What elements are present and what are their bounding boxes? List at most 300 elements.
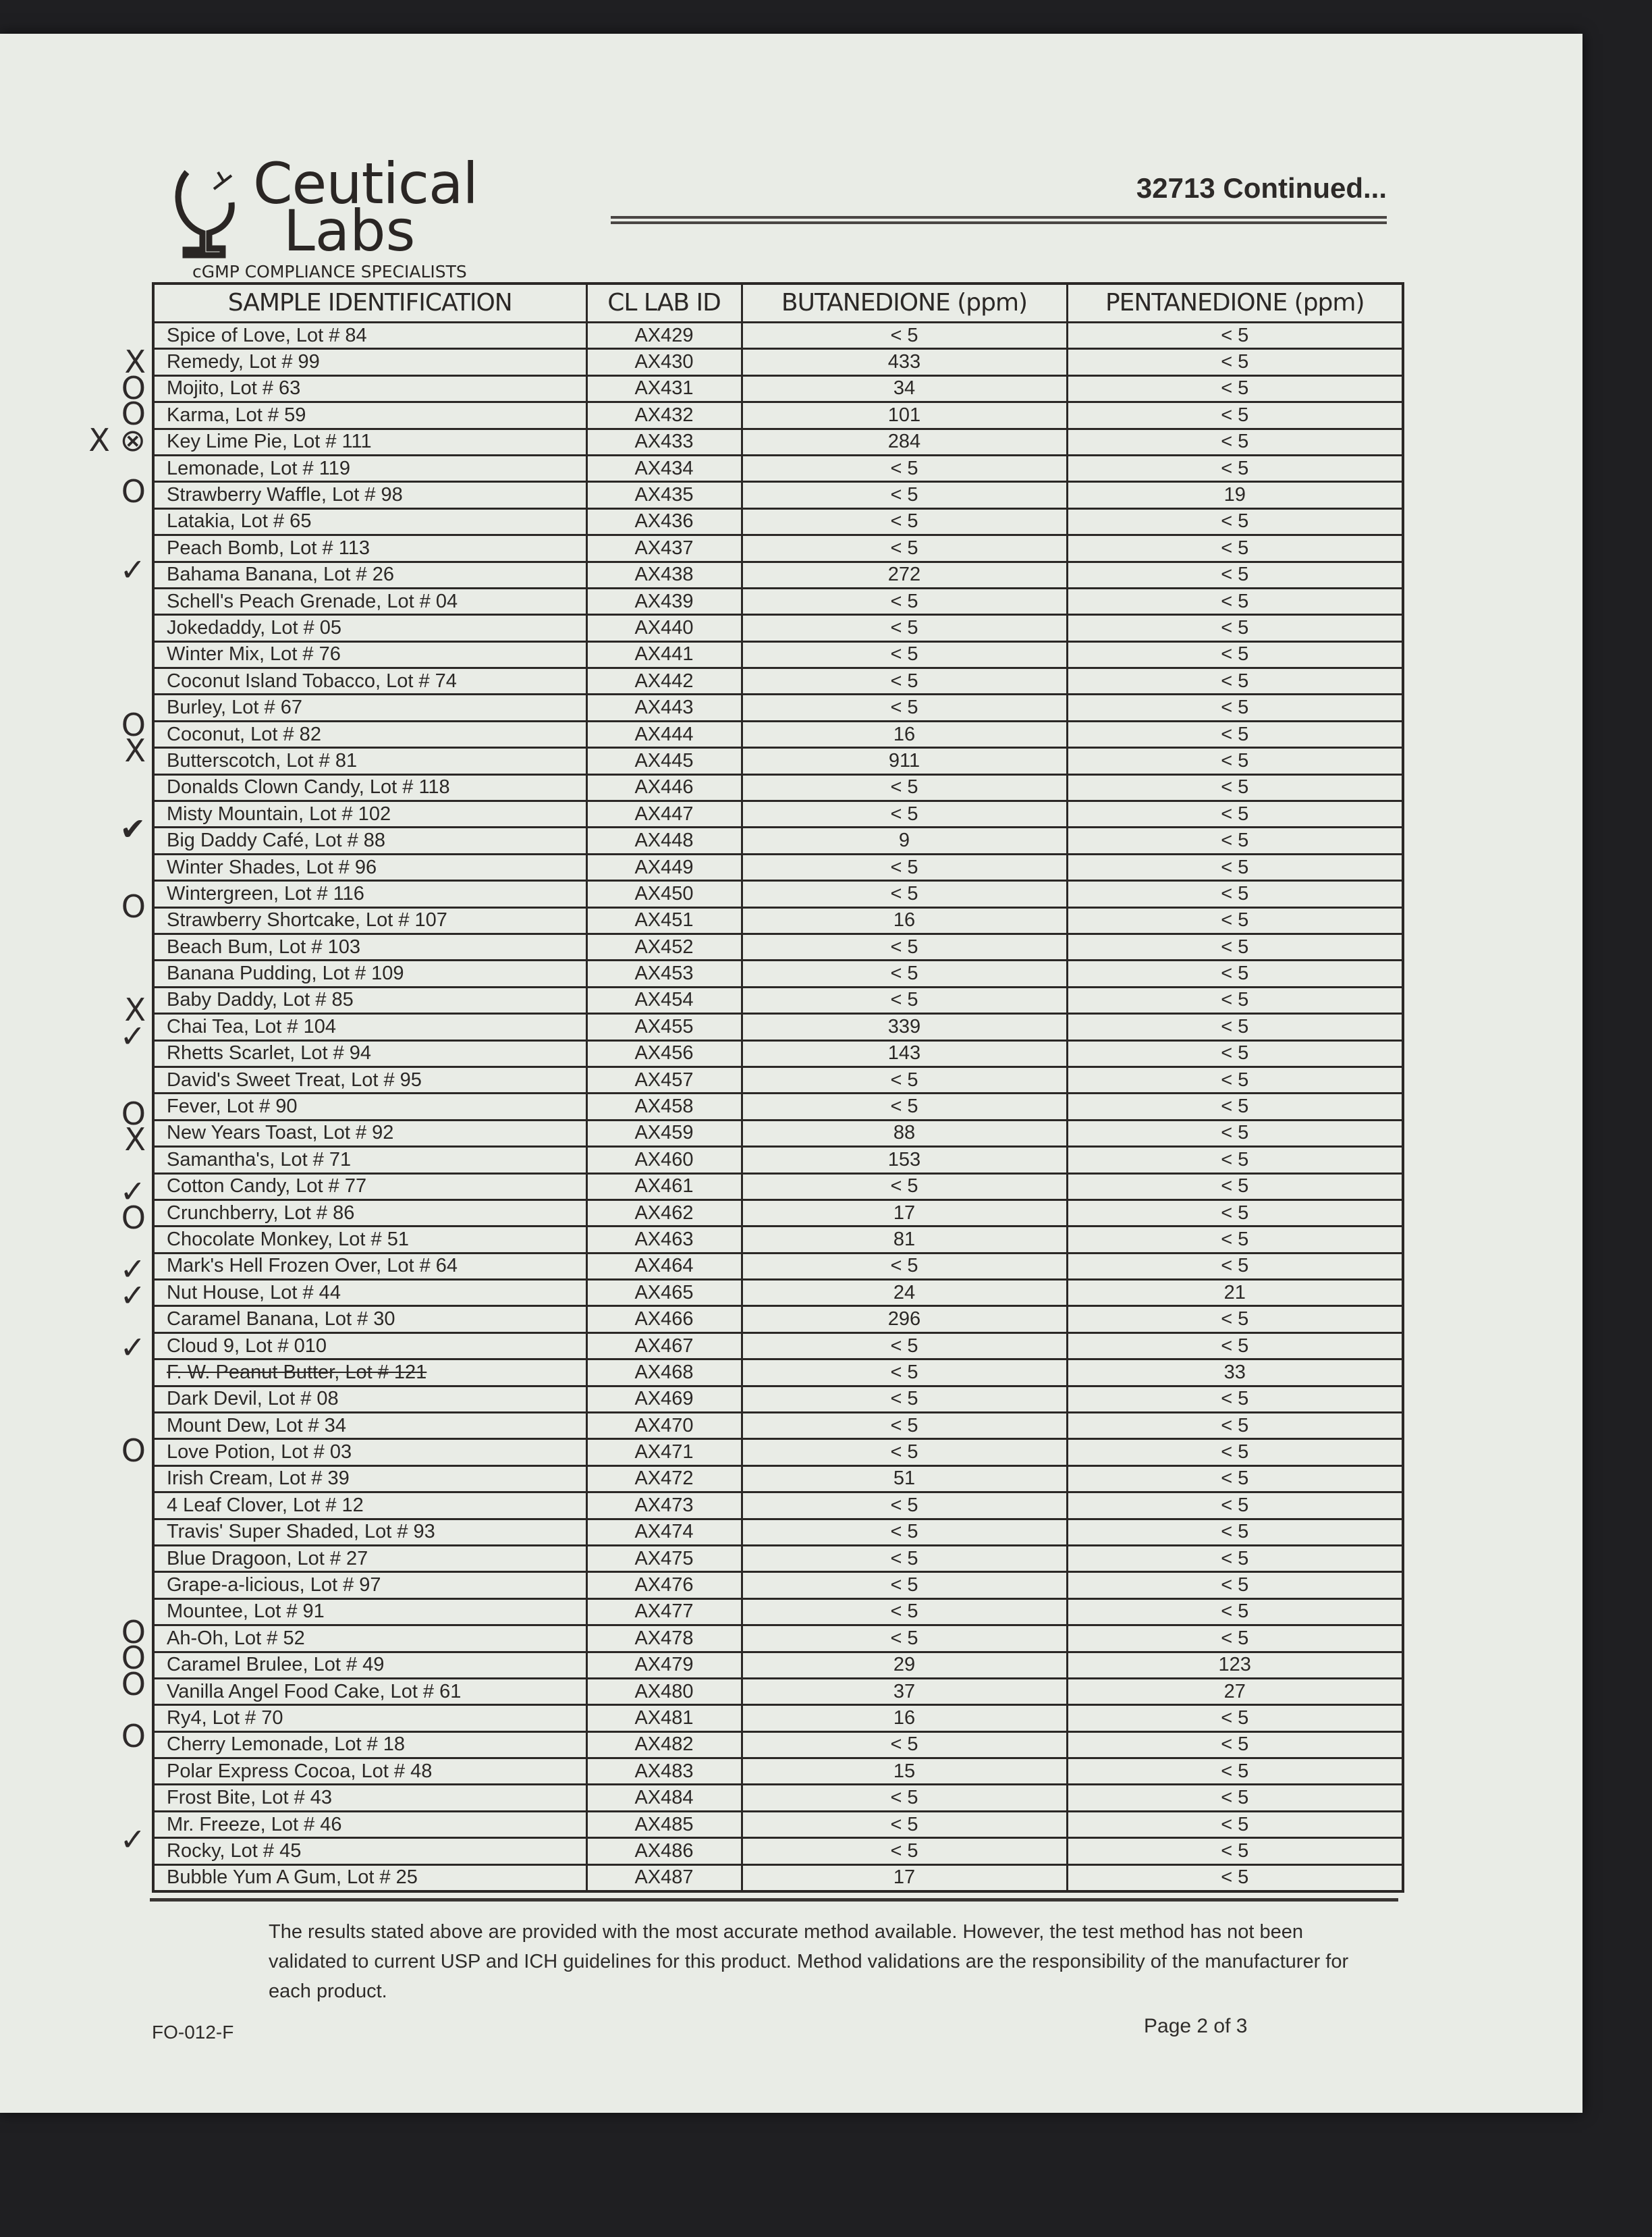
butanedione-cell-text: 88: [893, 1122, 916, 1144]
sample-name-cell: [153, 961, 586, 987]
handwritten-mark: ✓: [119, 1276, 146, 1314]
sample-name-cell-text: Cherry Lemonade, Lot # 18: [167, 1733, 406, 1756]
handwritten-mark: X: [124, 1121, 146, 1158]
lab-id-cell: [586, 1545, 742, 1571]
lab-id-cell: [586, 774, 742, 801]
pentanedione-cell: [1067, 1439, 1403, 1465]
lab-id-cell-text: AX448: [634, 830, 694, 852]
lab-id-cell-text: AX440: [634, 616, 694, 639]
pentanedione-cell-text: < 5: [1221, 1069, 1249, 1091]
pentanedione-cell: [1067, 1120, 1403, 1146]
sample-name-cell-text: Chai Tea, Lot # 104: [167, 1015, 336, 1037]
sample-name-cell-text: Beach Bum, Lot # 103: [167, 936, 360, 958]
butanedione-cell: [742, 1838, 1067, 1864]
table-row: [153, 1492, 1403, 1519]
sample-name-cell: [153, 881, 586, 907]
butanedione-cell-text: < 5: [890, 537, 918, 559]
lab-id-cell-text: AX463: [634, 1228, 694, 1250]
sample-name-cell: [153, 1359, 586, 1386]
butanedione-cell-text: 16: [893, 909, 916, 932]
butanedione-cell-text: < 5: [890, 1069, 918, 1091]
lab-id-cell: [586, 1200, 742, 1226]
lab-id-cell-text: AX450: [634, 882, 694, 905]
sample-name-cell-text: F. W. Peanut Butter, Lot # 121: [167, 1361, 427, 1383]
pentanedione-cell-text: < 5: [1221, 1228, 1249, 1250]
table-row: [153, 748, 1403, 774]
lab-id-cell: [586, 1785, 742, 1811]
butanedione-cell: [742, 1332, 1067, 1359]
results-table: [152, 282, 1404, 1893]
butanedione-cell-text: < 5: [890, 510, 918, 533]
table-row: [153, 854, 1403, 880]
handwritten-mark: ✓: [119, 1328, 146, 1366]
pentanedione-cell: [1067, 482, 1403, 508]
table-row: [153, 1306, 1403, 1332]
sample-name-cell-text: Remedy, Lot # 99: [167, 351, 320, 373]
sample-name-cell-text: Bubble Yum A Gum, Lot # 25: [167, 1866, 418, 1889]
sample-name-cell: [153, 1545, 586, 1571]
butanedione-cell: [742, 1014, 1067, 1040]
sample-name-cell: [153, 1758, 586, 1785]
butanedione-cell: [742, 1306, 1067, 1332]
sample-name-cell: [153, 1386, 586, 1412]
pentanedione-cell-text: < 5: [1221, 909, 1249, 932]
pentanedione-cell: [1067, 1519, 1403, 1545]
sample-name-cell: [153, 1652, 586, 1678]
logo-word-ceutical: Ceutical: [253, 151, 478, 217]
butanedione-cell: [742, 535, 1067, 562]
pentanedione-cell: [1067, 641, 1403, 668]
butanedione-cell: [742, 1253, 1067, 1279]
butanedione-cell: [742, 828, 1067, 854]
table-row: [153, 1731, 1403, 1758]
form-id: FO-012-F: [152, 2022, 234, 2043]
lab-id-cell: [586, 1253, 742, 1279]
pentanedione-cell: [1067, 934, 1403, 960]
table-row: [153, 1413, 1403, 1439]
pentanedione-cell-text: < 5: [1221, 1787, 1249, 1809]
butanedione-cell-text: 15: [893, 1760, 916, 1782]
lab-id-cell-text: AX473: [634, 1494, 694, 1516]
pentanedione-cell-text: 33: [1223, 1361, 1246, 1383]
lab-id-cell: [586, 641, 742, 668]
lab-id-cell: [586, 1758, 742, 1785]
sample-name-cell: [153, 721, 586, 747]
butanedione-cell-text: < 5: [890, 1600, 918, 1623]
butanedione-cell: [742, 1652, 1067, 1678]
pentanedione-cell: [1067, 987, 1403, 1013]
butanedione-cell-text: 29: [893, 1654, 916, 1676]
sample-name-cell: [153, 1598, 586, 1625]
pentanedione-cell-text: < 5: [1221, 1441, 1249, 1463]
handwritten-mark: O: [121, 1199, 146, 1236]
pentanedione-cell-text: < 5: [1221, 670, 1249, 692]
butanedione-cell-text: 433: [887, 351, 921, 373]
pentanedione-cell-text: < 5: [1221, 1096, 1249, 1118]
pentanedione-cell: [1067, 1545, 1403, 1571]
logo-tagline: cGMP COMPLIANCE SPECIALISTS: [192, 262, 467, 281]
pentanedione-cell: [1067, 323, 1403, 349]
pentanedione-cell-text: < 5: [1221, 1148, 1249, 1170]
pentanedione-cell: [1067, 402, 1403, 429]
pentanedione-cell-text: < 5: [1221, 1707, 1249, 1729]
handwritten-mark: O: [121, 707, 146, 743]
lab-id-cell: [586, 1838, 742, 1864]
sample-name-cell: [153, 1625, 586, 1652]
handwritten-mark: O: [121, 1096, 146, 1132]
sample-name-cell-text: Coconut Island Tobacco, Lot # 74: [167, 670, 457, 692]
lab-id-cell-text: AX436: [634, 510, 694, 533]
pentanedione-cell: [1067, 1598, 1403, 1625]
lab-id-cell: [586, 588, 742, 614]
table-row: [153, 1094, 1403, 1120]
butanedione-cell-text: < 5: [890, 643, 918, 666]
sample-name-cell: [153, 1332, 586, 1359]
handwritten-mark: X: [124, 732, 146, 770]
butanedione-cell-text: < 5: [890, 1441, 918, 1463]
lab-id-cell: [586, 1173, 742, 1200]
pentanedione-cell-text: < 5: [1221, 1574, 1249, 1596]
pentanedione-cell: [1067, 1758, 1403, 1785]
butanedione-cell: [742, 721, 1067, 747]
pentanedione-cell-text: < 5: [1221, 1467, 1249, 1490]
lab-id-cell: [586, 562, 742, 588]
pentanedione-cell-text: < 5: [1221, 1122, 1249, 1144]
sample-name-cell-text: Burley, Lot # 67: [167, 697, 302, 719]
butanedione-cell-text: < 5: [890, 1255, 918, 1277]
pentanedione-cell: [1067, 429, 1403, 455]
sample-name-cell-text: Big Daddy Café, Lot # 88: [167, 830, 386, 852]
butanedione-cell-text: < 5: [890, 1839, 918, 1862]
pentanedione-cell: [1067, 562, 1403, 588]
lab-id-cell-text: AX482: [634, 1733, 694, 1756]
lab-id-cell-text: AX475: [634, 1547, 694, 1569]
footer-divider: [150, 1898, 1398, 1902]
lab-id-cell-text: AX478: [634, 1627, 694, 1649]
header-divider: [611, 216, 1387, 224]
lab-id-cell: [586, 1067, 742, 1093]
pentanedione-cell: [1067, 1253, 1403, 1279]
lab-id-cell: [586, 615, 742, 641]
butanedione-cell: [742, 881, 1067, 907]
table-body: [153, 323, 1403, 1892]
table-row: [153, 1545, 1403, 1571]
pentanedione-cell-text: < 5: [1221, 1388, 1249, 1410]
table-row: [153, 508, 1403, 535]
pentanedione-cell-text: < 5: [1221, 1733, 1249, 1756]
butanedione-cell-text: < 5: [890, 1335, 918, 1357]
sample-name-cell: [153, 1572, 586, 1598]
table-row: [153, 588, 1403, 614]
handwritten-mark: O: [121, 1640, 146, 1677]
butanedione-cell: [742, 1439, 1067, 1465]
pentanedione-cell-text: < 5: [1221, 749, 1249, 772]
lab-id-cell-text: AX472: [634, 1467, 694, 1490]
butanedione-cell: [742, 668, 1067, 695]
table-row: [153, 1652, 1403, 1678]
table-row: [153, 1785, 1403, 1811]
pentanedione-cell-text: < 5: [1221, 324, 1249, 346]
table-row: [153, 1758, 1403, 1785]
pentanedione-cell-text: < 5: [1221, 776, 1249, 799]
pentanedione-cell: [1067, 1094, 1403, 1120]
table-row: [153, 1625, 1403, 1652]
butanedione-cell: [742, 1519, 1067, 1545]
table-header-row: [153, 284, 1403, 323]
table-row: [153, 1811, 1403, 1837]
table-row: [153, 1332, 1403, 1359]
sample-name-cell-text: Vanilla Angel Food Cake, Lot # 61: [167, 1680, 462, 1702]
table-row: [153, 455, 1403, 481]
report-continued-label: 32713 Continued...: [1136, 172, 1387, 204]
table-row: [153, 668, 1403, 695]
butanedione-cell-text: < 5: [890, 1414, 918, 1436]
pentanedione-cell-text: < 5: [1221, 1042, 1249, 1064]
butanedione-cell: [742, 323, 1067, 349]
pentanedione-cell-text: < 5: [1221, 616, 1249, 639]
butanedione-cell: [742, 1413, 1067, 1439]
butanedione-cell-text: < 5: [890, 803, 918, 825]
pentanedione-cell-text: < 5: [1221, 723, 1249, 745]
butanedione-cell-text: < 5: [890, 936, 918, 958]
sample-name-cell: [153, 1094, 586, 1120]
handwritten-mark: ✓: [119, 1251, 146, 1288]
sample-name-cell-text: Polar Express Cocoa, Lot # 48: [167, 1760, 433, 1782]
sample-name-cell-text: Spice of Love, Lot # 84: [167, 324, 367, 346]
sample-name-cell: [153, 1253, 586, 1279]
lab-id-cell-text: AX433: [634, 431, 694, 453]
pentanedione-cell-text: < 5: [1221, 643, 1249, 666]
logo-emblem-icon: [172, 169, 253, 260]
butanedione-cell-text: < 5: [890, 963, 918, 985]
lab-id-cell: [586, 375, 742, 402]
butanedione-cell: [742, 987, 1067, 1013]
sample-name-cell-text: Karma, Lot # 59: [167, 404, 306, 426]
lab-id-cell-text: AX474: [634, 1521, 694, 1543]
pentanedione-cell: [1067, 1200, 1403, 1226]
pentanedione-cell-text: < 5: [1221, 830, 1249, 852]
column-header-sample: SAMPLE IDENTIFICATION: [153, 284, 586, 323]
pentanedione-cell-text: < 5: [1221, 1547, 1249, 1569]
lab-id-cell: [586, 1439, 742, 1465]
butanedione-cell-text: 81: [893, 1228, 916, 1250]
pentanedione-cell: [1067, 1705, 1403, 1731]
butanedione-cell: [742, 349, 1067, 375]
butanedione-cell: [742, 375, 1067, 402]
butanedione-cell-text: 24: [893, 1281, 916, 1303]
lab-id-cell-text: AX453: [634, 963, 694, 985]
lab-id-cell-text: AX479: [634, 1654, 694, 1676]
butanedione-cell: [742, 482, 1067, 508]
sample-name-cell: [153, 1280, 586, 1306]
lab-id-cell: [586, 323, 742, 349]
pentanedione-cell-text: < 5: [1221, 1335, 1249, 1357]
pentanedione-cell-text: < 5: [1221, 1175, 1249, 1197]
sample-name-cell: [153, 1731, 586, 1758]
butanedione-cell: [742, 1864, 1067, 1891]
sample-name-cell: [153, 695, 586, 721]
handwritten-mark: O: [121, 396, 146, 433]
lab-id-cell: [586, 1519, 742, 1545]
table-row: [153, 987, 1403, 1013]
sample-name-cell: [153, 828, 586, 854]
lab-id-cell: [586, 1811, 742, 1837]
lab-id-cell: [586, 1332, 742, 1359]
table-row: [153, 375, 1403, 402]
lab-id-cell: [586, 1572, 742, 1598]
table-row: [153, 881, 1403, 907]
butanedione-cell-text: < 5: [890, 1627, 918, 1649]
table-row: [153, 721, 1403, 747]
sample-name-cell: [153, 801, 586, 828]
butanedione-cell-text: < 5: [890, 484, 918, 506]
sample-name-cell: [153, 1306, 586, 1332]
butanedione-cell-text: 153: [887, 1148, 921, 1170]
lab-id-cell-text: AX446: [634, 776, 694, 799]
pentanedione-cell: [1067, 907, 1403, 934]
sample-name-cell: [153, 1439, 586, 1465]
pentanedione-cell-text: < 5: [1221, 1839, 1249, 1862]
lab-id-cell: [586, 1040, 742, 1067]
butanedione-cell-text: < 5: [890, 1361, 918, 1383]
sample-name-cell-text: Ry4, Lot # 70: [167, 1707, 283, 1729]
sample-name-cell-text: Love Potion, Lot # 03: [167, 1441, 352, 1463]
lab-id-cell: [586, 1120, 742, 1146]
lab-id-cell: [586, 987, 742, 1013]
table-row: [153, 1705, 1403, 1731]
pentanedione-cell-text: < 5: [1221, 936, 1249, 958]
sample-name-cell: [153, 349, 586, 375]
handwritten-mark: O: [121, 1665, 146, 1702]
sample-name-cell: [153, 1014, 586, 1040]
sample-name-cell: [153, 429, 586, 455]
lab-id-cell: [586, 1731, 742, 1758]
lab-id-cell: [586, 1386, 742, 1412]
butanedione-cell: [742, 1094, 1067, 1120]
sample-name-cell-text: Schell's Peach Grenade, Lot # 04: [167, 590, 458, 612]
handwritten-mark: O: [121, 1614, 146, 1650]
sample-name-cell: [153, 1492, 586, 1519]
table-row: [153, 1280, 1403, 1306]
lab-id-cell-text: AX465: [634, 1281, 694, 1303]
lab-id-cell: [586, 1705, 742, 1731]
sample-name-cell-text: Dark Devil, Lot # 08: [167, 1388, 339, 1410]
lab-id-cell: [586, 668, 742, 695]
pentanedione-cell: [1067, 1040, 1403, 1067]
table-row: [153, 1572, 1403, 1598]
butanedione-cell: [742, 429, 1067, 455]
company-logo: [172, 151, 523, 284]
lab-id-cell-text: AX441: [634, 643, 694, 666]
pentanedione-cell-text: < 5: [1221, 1414, 1249, 1436]
butanedione-cell: [742, 1545, 1067, 1571]
pentanedione-cell: [1067, 455, 1403, 481]
lab-id-cell: [586, 1359, 742, 1386]
lab-id-cell-text: AX451: [634, 909, 694, 932]
pentanedione-cell-text: < 5: [1221, 1627, 1249, 1649]
handwritten-mark: O: [121, 473, 146, 510]
lab-id-cell-text: AX435: [634, 484, 694, 506]
table-row: [153, 1598, 1403, 1625]
lab-id-cell-text: AX483: [634, 1760, 694, 1782]
lab-id-cell: [586, 1492, 742, 1519]
lab-id-cell: [586, 1147, 742, 1173]
sample-name-cell: [153, 323, 586, 349]
pentanedione-cell-text: < 5: [1221, 564, 1249, 586]
sample-name-cell: [153, 1811, 586, 1837]
butanedione-cell: [742, 1625, 1067, 1652]
lab-id-cell: [586, 1678, 742, 1704]
butanedione-cell: [742, 1785, 1067, 1811]
pentanedione-cell: [1067, 375, 1403, 402]
butanedione-cell: [742, 1678, 1067, 1704]
butanedione-cell: [742, 1280, 1067, 1306]
butanedione-cell: [742, 1572, 1067, 1598]
lab-id-cell-text: AX452: [634, 936, 694, 958]
sample-name-cell-text: Mountee, Lot # 91: [167, 1600, 325, 1623]
lab-id-cell: [586, 1306, 742, 1332]
lab-id-cell-text: AX437: [634, 537, 694, 559]
sample-name-cell-text: New Years Toast, Lot # 92: [167, 1122, 394, 1144]
table-row: [153, 1227, 1403, 1253]
logo-word-labs: Labs: [283, 198, 416, 264]
sample-name-cell: [153, 1227, 586, 1253]
lab-id-cell: [586, 854, 742, 880]
pentanedione-cell: [1067, 588, 1403, 614]
pentanedione-cell-text: < 5: [1221, 1760, 1249, 1782]
lab-id-cell-text: AX467: [634, 1335, 694, 1357]
pentanedione-cell: [1067, 1413, 1403, 1439]
pentanedione-cell-text: < 5: [1221, 404, 1249, 426]
butanedione-cell: [742, 1386, 1067, 1412]
butanedione-cell: [742, 1705, 1067, 1731]
lab-id-cell-text: AX449: [634, 856, 694, 878]
butanedione-cell: [742, 961, 1067, 987]
pentanedione-cell: [1067, 774, 1403, 801]
table-row: [153, 323, 1403, 349]
sample-name-cell-text: 4 Leaf Clover, Lot # 12: [167, 1494, 364, 1516]
lab-id-cell-text: AX447: [634, 803, 694, 825]
pentanedione-cell: [1067, 721, 1403, 747]
lab-id-cell-text: AX481: [634, 1707, 694, 1729]
lab-id-cell: [586, 934, 742, 960]
lab-id-cell: [586, 1652, 742, 1678]
column-header-lab-id: CL LAB ID: [586, 284, 742, 323]
sample-name-cell: [153, 641, 586, 668]
pentanedione-cell: [1067, 961, 1403, 987]
butanedione-cell-text: 34: [893, 377, 916, 400]
table-row: [153, 1864, 1403, 1891]
sample-name-cell-text: Crunchberry, Lot # 86: [167, 1202, 355, 1224]
sample-name-cell: [153, 1678, 586, 1704]
lab-id-cell: [586, 1014, 742, 1040]
page-number: Page 2 of 3: [1144, 2015, 1248, 2037]
pentanedione-cell: [1067, 1280, 1403, 1306]
handwritten-mark: X ⊗: [88, 421, 146, 458]
sample-name-cell-text: Peach Bomb, Lot # 113: [167, 537, 370, 559]
pentanedione-cell-text: < 5: [1221, 431, 1249, 453]
disclaimer-text: The results stated above are provided with the most accurate method available. However, the test method has not been validated to current USP and ICH guidelines for this product. Method validations are the responsibility of the manufacturer for each product.: [269, 1921, 1349, 2002]
lab-id-cell-text: AX434: [634, 457, 694, 479]
table-row: [153, 349, 1403, 375]
lab-id-cell-text: AX431: [634, 377, 694, 400]
butanedione-cell-text: 16: [893, 1707, 916, 1729]
pentanedione-cell-text: 21: [1223, 1281, 1246, 1303]
sample-name-cell-text: Banana Pudding, Lot # 109: [167, 963, 404, 985]
sample-name-cell: [153, 402, 586, 429]
lab-id-cell: [586, 535, 742, 562]
lab-id-cell-text: AX464: [634, 1255, 694, 1277]
